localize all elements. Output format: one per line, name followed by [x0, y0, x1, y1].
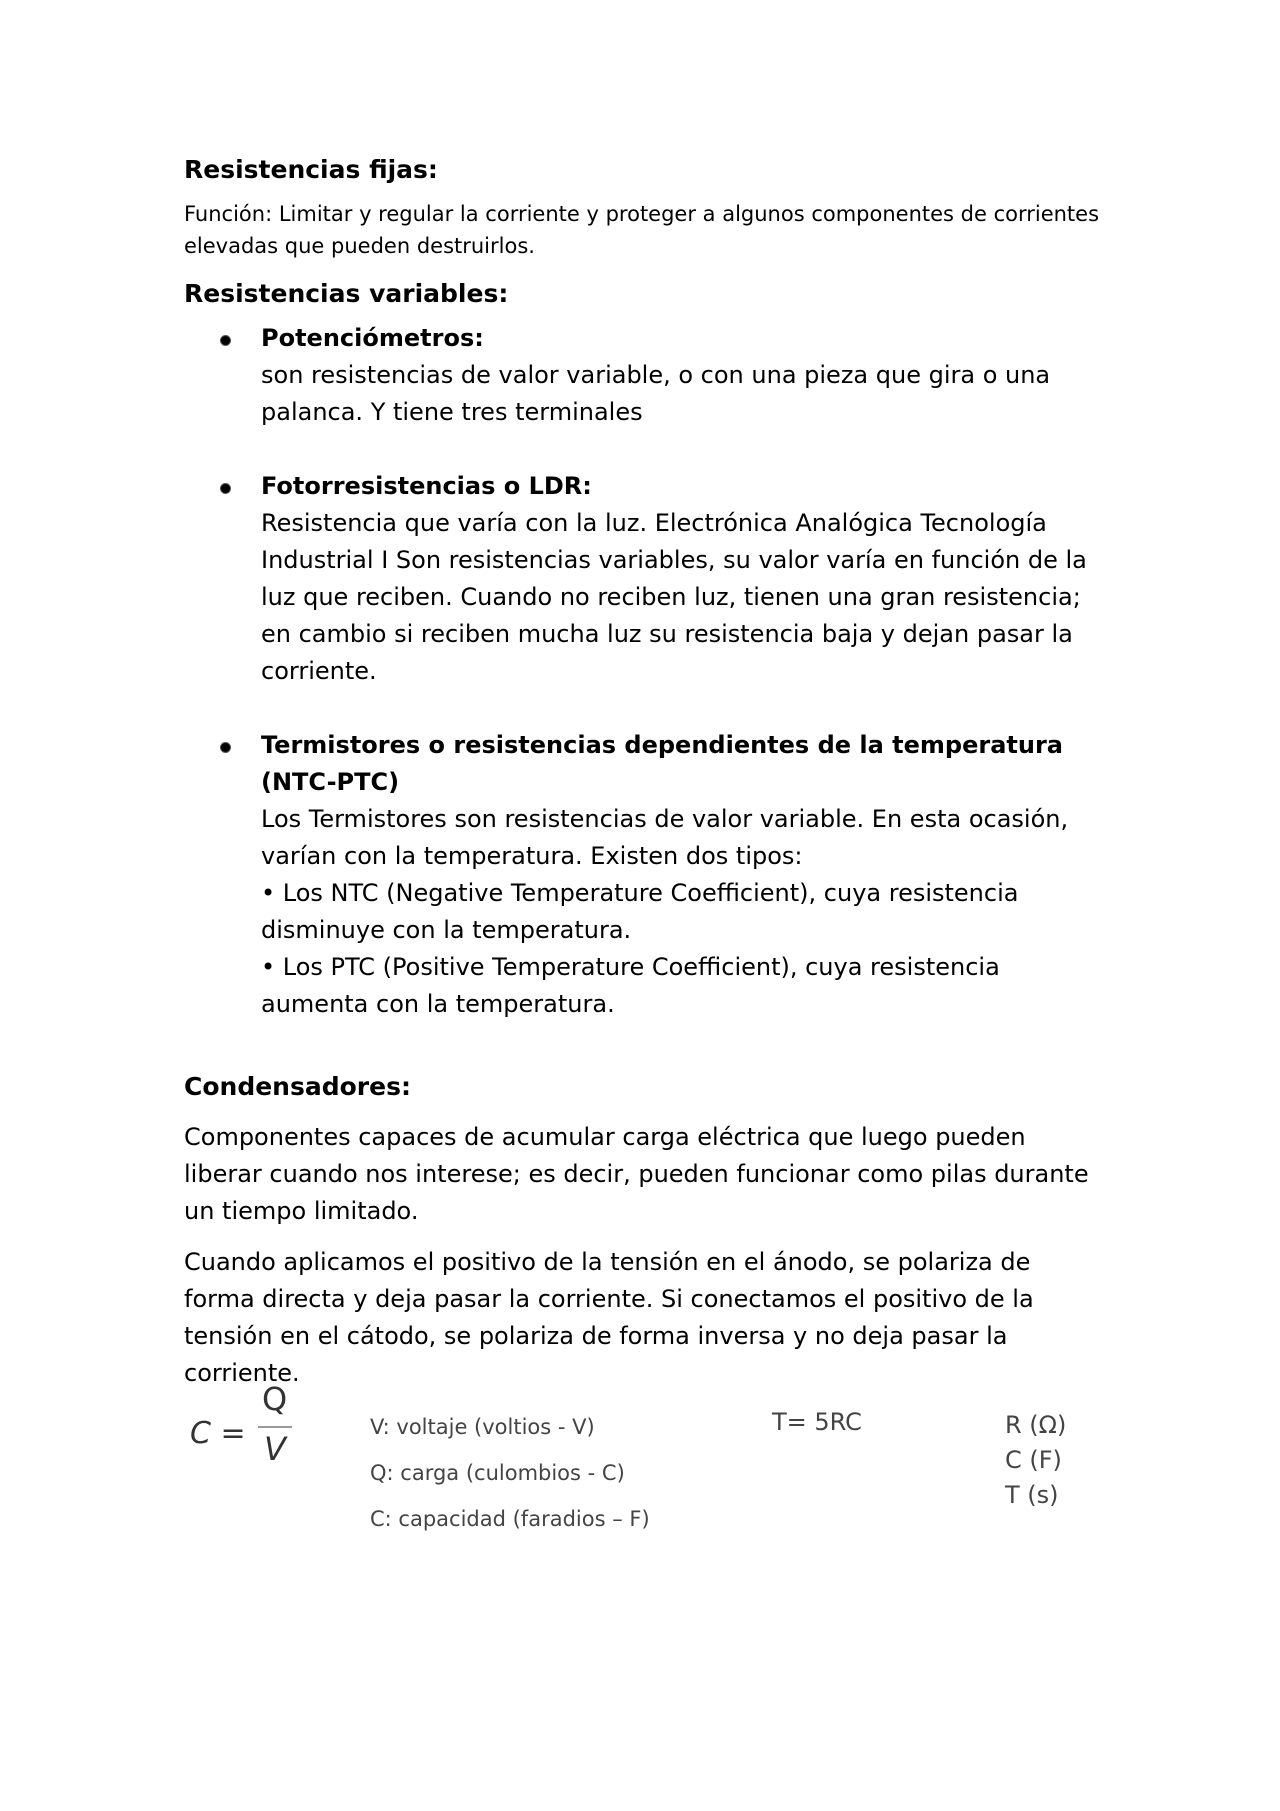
list-item: [184, 468, 1104, 690]
item-title: Potenciómetros:: [261, 324, 484, 352]
capacitors-paragraph-2: Cuando aplicamos el positivo de la tensión en el ánodo, se polariza de forma directa y deja pasar la corriente. Si conectamos el positivo de la tensión en el cátodo, se polariza de forma inversa y no deja pasar la corriente.: [184, 1248, 1034, 1387]
unit-time: T (s): [1005, 1481, 1059, 1509]
bullet-icon: [221, 484, 230, 493]
ptc-subitem: • Los PTC (Positive Temperature Coefficient), cuya resistencia aumenta con la temperatura.: [261, 953, 1000, 1018]
time-constant-formula: T= 5RC: [772, 1408, 862, 1436]
bullet-icon: [221, 743, 230, 752]
bullet-icon: [221, 336, 230, 345]
formula-denominator: V: [264, 1430, 286, 1468]
variable-resistors-list: [184, 320, 1104, 1023]
legend-capacity: C: capacidad (faradios – F): [370, 1507, 650, 1531]
fraction-bar: [258, 1426, 292, 1428]
formula-numerator: Q: [262, 1380, 288, 1418]
fixed-resistors-heading: Resistencias fijas:: [184, 155, 438, 184]
variable-resistors-heading: Resistencias variables:: [184, 279, 509, 308]
capacitors-paragraph-1: Componentes capaces de acumular carga eléctrica que luego pueden liberar cuando nos interese; es decir, pueden funcionar como pilas durante un tiempo limitado.: [184, 1123, 1089, 1225]
list-item: [184, 320, 1104, 431]
formula-lhs: C =: [190, 1416, 246, 1451]
units-list: [1005, 1408, 1066, 1513]
capacitors-heading: Condensadores:: [184, 1072, 411, 1101]
fixed-resistors-text: Función: Limitar y regular la corriente y proteger a algunos componentes de corrientes elevadas que pueden destruirlos.: [184, 202, 1100, 258]
formula-image: [184, 1380, 1104, 1560]
unit-resistance: R (Ω): [1005, 1411, 1067, 1439]
unit-capacitance: C (F): [1005, 1446, 1062, 1474]
item-text: Los Termistores son resistencias de valor variable. En esta ocasión, varían con la temperatura. Existen dos tipos:: [261, 805, 1069, 870]
ntc-subitem: • Los NTC (Negative Temperature Coefficient), cuya resistencia disminuye con la temperatura.: [261, 879, 1019, 944]
item-text: son resistencias de valor variable, o con una pieza que gira o una palanca. Y tiene tres terminales: [261, 361, 1051, 426]
list-item: [184, 727, 1104, 1023]
item-text: Resistencia que varía con la luz. Electrónica Analógica Tecnología Industrial I Son resistencias variables, su valor varía en función de la luz que reciben. Cuando no reciben luz, tienen una gran resistencia; en cambio si reciben mucha luz su resistencia baja y dejan pasar la corriente.: [261, 509, 1087, 685]
item-title: Termistores o resistencias dependientes de la temperatura (NTC-PTC): [261, 731, 1063, 796]
legend-charge: Q: carga (culombios - C): [370, 1461, 625, 1485]
item-title: Fotorresistencias o LDR:: [261, 472, 592, 500]
legend-voltage: V: voltaje (voltios - V): [370, 1415, 595, 1439]
formula-legend: [370, 1404, 650, 1542]
document-body: [184, 150, 1104, 1392]
